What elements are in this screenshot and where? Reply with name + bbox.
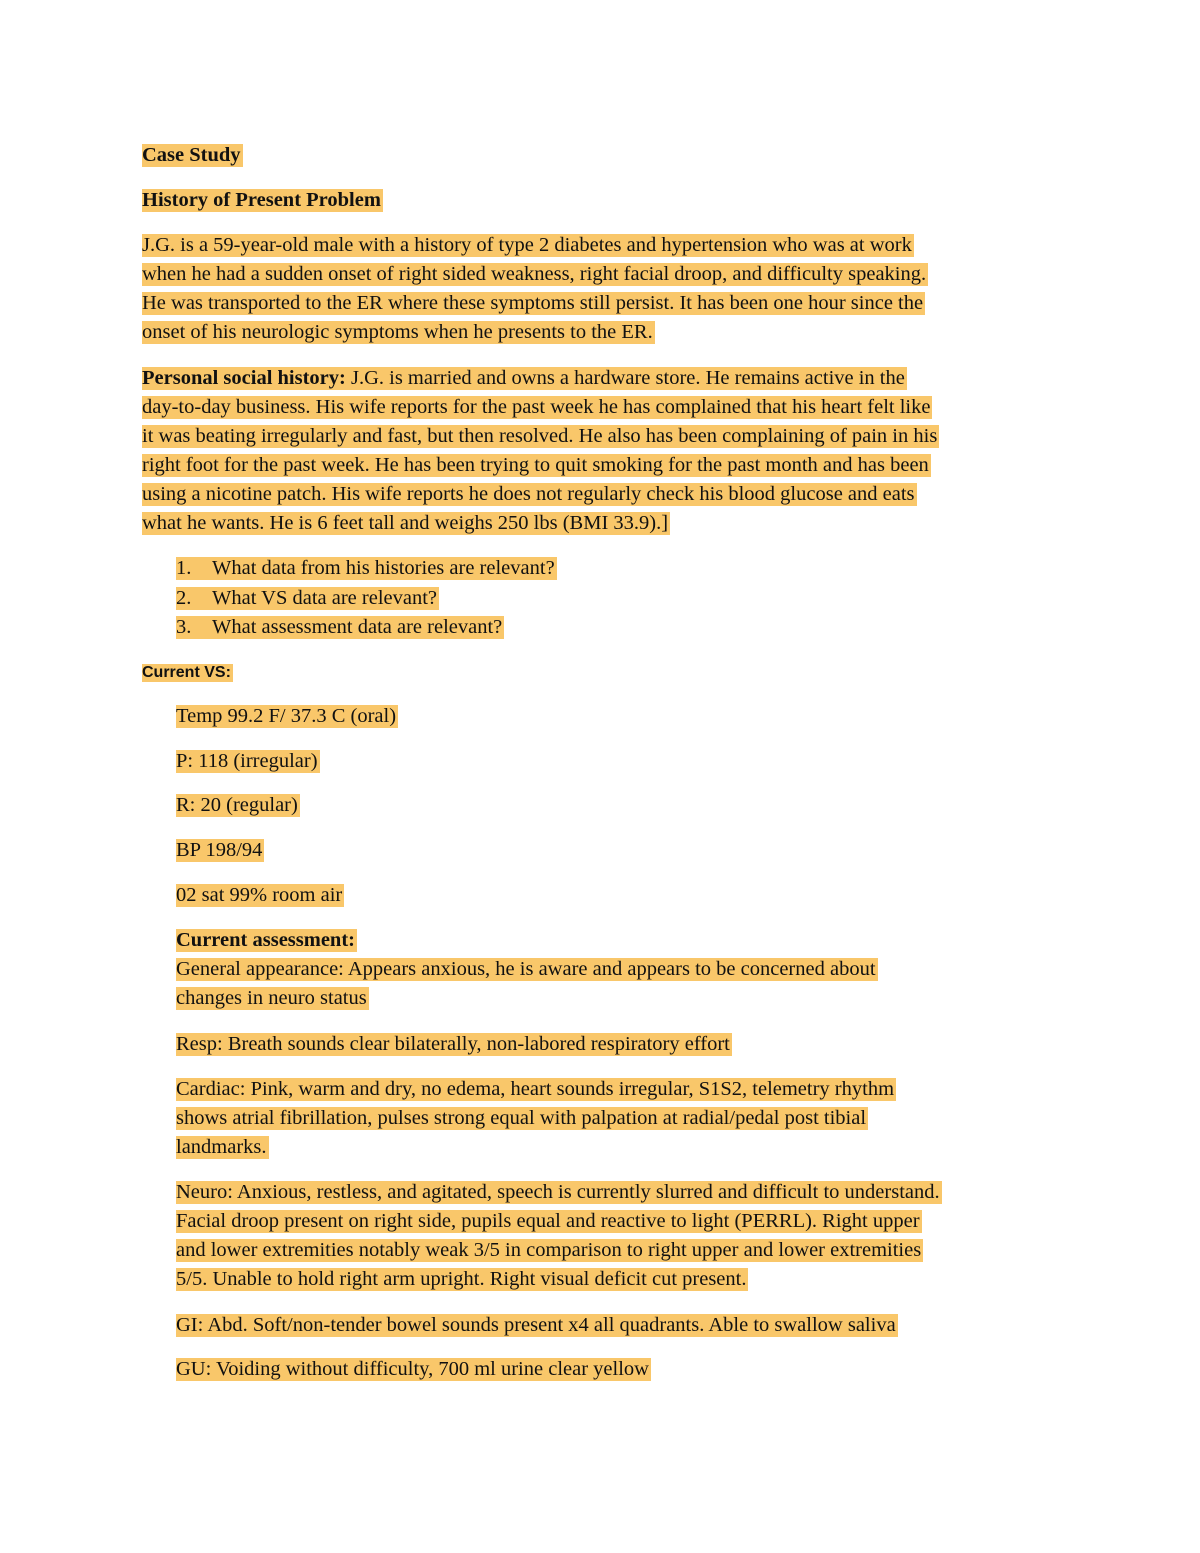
psh-line: it was beating irregularly and fast, but then resolved. He also has been complaining of pain in his xyxy=(142,425,938,447)
resp-line: Resp: Breath sounds clear bilaterally, non-labored respiratory effort xyxy=(176,1033,730,1055)
assessment-heading: Current assessment: xyxy=(176,929,355,951)
psh-line: right foot for the past week. He has been trying to quit smoking for the past month and has been xyxy=(142,454,929,476)
hpp-line: when he had a sudden onset of right sided weakness, right facial droop, and difficulty speaking. xyxy=(142,263,927,285)
vital-item: BP 198/94 xyxy=(176,839,263,861)
neuro-line: Facial droop present on right side, pupils equal and reactive to light (PERRL). Right upper xyxy=(176,1210,920,1232)
vital-item: R: 20 (regular) xyxy=(176,794,298,816)
vital-item: P: 118 (irregular) xyxy=(176,750,318,772)
cardiac-line: Cardiac: Pink, warm and dry, no edema, heart sounds irregular, S1S2, telemetry rhythm xyxy=(176,1078,895,1100)
hpp-line: J.G. is a 59-year-old male with a history of type 2 diabetes and hypertension who was at work xyxy=(142,234,912,256)
hpp-line: He was transported to the ER where these symptoms still persist. It has been one hour since the xyxy=(142,292,924,314)
question-item: 1. What data from his histories are relevant? xyxy=(176,557,555,579)
neuro-line: Neuro: Anxious, restless, and agitated, speech is currently slurred and difficult to understand. xyxy=(176,1181,940,1203)
general-appearance-line: General appearance: Appears anxious, he is aware and appears to be concerned about xyxy=(176,958,876,980)
vital-item: Temp 99.2 F/ 37.3 C (oral) xyxy=(176,705,397,727)
hpp-line: onset of his neurologic symptoms when he presents to the ER. xyxy=(142,321,653,343)
question-item: 2. What VS data are relevant? xyxy=(176,587,438,609)
general-appearance-line: changes in neuro status xyxy=(176,987,367,1009)
psh-line: Personal social history: J.G. is married and owns a hardware store. He remains active in the xyxy=(142,367,905,389)
vital-item: 02 sat 99% room air xyxy=(176,884,343,906)
gu-line: GU: Voiding without difficulty, 700 ml urine clear yellow xyxy=(176,1358,649,1380)
neuro-line: 5/5. Unable to hold right arm upright. Right visual deficit cut present. xyxy=(176,1268,747,1290)
psh-label: Personal social history: xyxy=(142,367,346,389)
gi-line: GI: Abd. Soft/non-tender bowel sounds present x4 all quadrants. Able to swallow saliva xyxy=(176,1314,896,1336)
cardiac-line: landmarks. xyxy=(176,1136,267,1158)
cardiac-line: shows atrial fibrillation, pulses strong equal with palpation at radial/pedal post tibial xyxy=(176,1107,867,1129)
vs-heading: Current VS: xyxy=(142,664,231,681)
question-item: 3. What assessment data are relevant? xyxy=(176,616,503,638)
psh-line: using a nicotine patch. His wife reports he does not regularly check his blood glucose and eats xyxy=(142,483,915,505)
document-title: Case Study xyxy=(142,144,241,166)
neuro-line: and lower extremities notably weak 3/5 in comparison to right upper and lower extremities xyxy=(176,1239,922,1261)
psh-line: day-to-day business. His wife reports for the past week he has complained that his heart felt like xyxy=(142,396,931,418)
psh-line: what he wants. He is 6 feet tall and weighs 250 lbs (BMI 33.9).] xyxy=(142,512,669,534)
section-heading: History of Present Problem xyxy=(142,189,381,211)
